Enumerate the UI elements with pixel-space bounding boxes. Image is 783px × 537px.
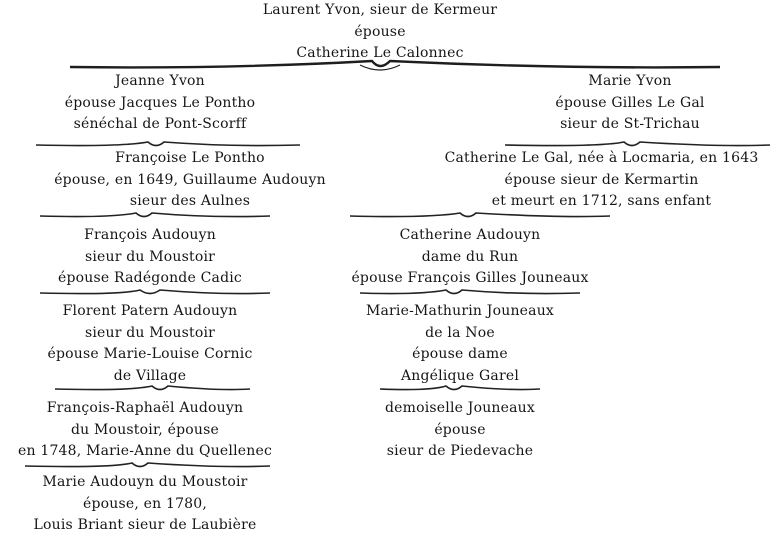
center-2-line-3: épouse dame: [412, 346, 508, 362]
center-2-line-2: de la Noe: [425, 324, 495, 341]
center-entry-2: [330, 301, 590, 387]
left-6-line-3: Louis Briant sieur de Laubière: [33, 517, 257, 533]
left-5-line-1: François-Raphaël Audouyn: [46, 400, 244, 416]
left-4-line-3: épouse Marie-Louise Cornic: [47, 346, 253, 362]
left-1-line-3: sénéchal de Pont-Scorff: [73, 116, 247, 132]
center-rule-1: [0, 287, 783, 299]
center-3-line-1: demoiselle Jouneaux: [384, 400, 535, 416]
center-1-line-3: épouse François Gilles Jouneaux: [351, 270, 589, 286]
left-entry-4: [0, 301, 300, 387]
right-2-line-1: Catherine Le Gal, née à Locmaria, en 1643: [444, 150, 759, 166]
left-5-line-2: du Moustoir, épouse: [71, 421, 219, 438]
left-entry-2: [10, 148, 370, 213]
center-3-line-3: sieur de Piedevache: [386, 443, 534, 459]
right-entry-2: [420, 148, 783, 213]
center-rule-2: [0, 383, 783, 395]
center-entry-1: [320, 225, 620, 290]
right-1-line-1: Marie Yvon: [588, 73, 672, 89]
left-entry-1: [10, 71, 310, 136]
left-2-line-1: Françoise Le Pontho: [115, 150, 265, 166]
left-6-line-2: épouse, en 1780,: [82, 495, 208, 512]
left-2-line-2: épouse, en 1649, Guillaume Audouyn: [54, 171, 326, 188]
right-2-line-2: épouse sieur de Kermartin: [504, 171, 699, 188]
right-entry-1: [500, 71, 760, 136]
left-4-line-2: sieur du Moustoir: [84, 324, 216, 341]
root-name: Laurent Yvon, sieur de Kermeur: [262, 2, 498, 18]
left-4-line-4: de Village: [113, 367, 187, 384]
left-4-line-1: Florent Patern Audouyn: [62, 303, 238, 319]
left-6-line-1: Marie Audouyn du Moustoir: [42, 474, 248, 490]
right-rule-2: [0, 210, 783, 222]
left-2-line-3: sieur des Aulnes: [129, 193, 251, 209]
left-entry-5: [0, 398, 290, 463]
right-2-line-3: et meurt en 1712, sans enfant: [491, 193, 712, 209]
left-5-line-3: en 1748, Marie-Anne du Quellenec: [17, 443, 273, 459]
left-3-line-3: épouse Radégonde Cadic: [58, 270, 242, 286]
right-1-line-3: sieur de St-Trichau: [560, 116, 700, 132]
center-entry-3: [330, 398, 590, 463]
left-entry-6: [0, 472, 290, 537]
left-3-line-2: sieur du Moustoir: [84, 248, 216, 265]
right-1-line-2: épouse Gilles Le Gal: [555, 94, 705, 111]
left-1-line-1: Jeanne Yvon: [115, 73, 205, 89]
center-3-line-2: épouse: [434, 421, 486, 438]
root-spouse: Catherine Le Calonnec: [296, 45, 464, 61]
center-1-line-1: Catherine Audouyn: [399, 227, 541, 243]
left-entry-3: [0, 225, 300, 290]
left-1-line-2: épouse Jacques Le Pontho: [64, 94, 256, 111]
center-2-line-4: Angélique Garel: [400, 367, 520, 384]
left-3-line-1: François Audouyn: [84, 227, 216, 243]
center-1-line-2: dame du Run: [421, 248, 519, 265]
center-2-line-1: Marie-Mathurin Jouneaux: [365, 303, 555, 319]
root-marriage: épouse: [354, 23, 406, 40]
